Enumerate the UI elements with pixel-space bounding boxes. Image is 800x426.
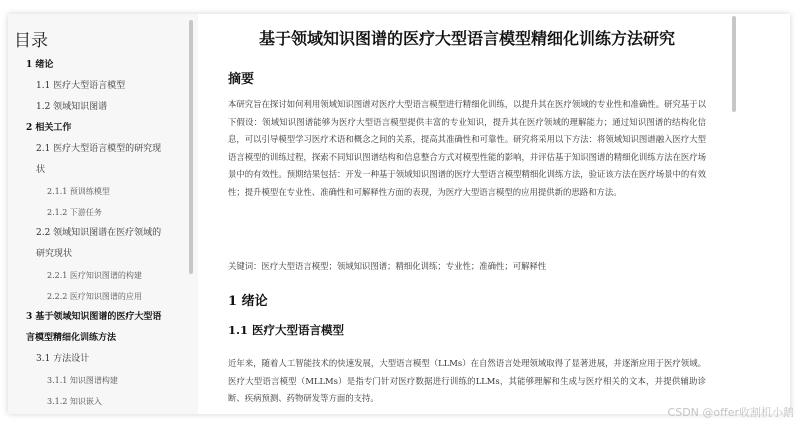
toc-title: 目录 bbox=[14, 31, 48, 51]
toc-item[interactable]: 状 bbox=[36, 165, 46, 175]
toc-item[interactable]: 2.1.2 下游任务 bbox=[47, 208, 102, 217]
document-content bbox=[206, 14, 790, 414]
toc-item[interactable]: 研究现状 bbox=[36, 249, 73, 259]
toc-list bbox=[8, 58, 190, 409]
abstract-paragraph: 本研究旨在探讨如何利用领域知识图谱对医疗大型语言模型进行精细化训练，以提升其在医疗领域的专业性和准确性。研究基于以下假设：领域知识图谱能够为医疗大型语言模型提供丰富的专业知识，提升其在医疗领域的理解能力；通过知识图谱的结构化信息，可以引导模型学习医疗术语和概念之间的关系，提高其准确性和可靠性。研究将采用以下方法：将领域知识图谱融入医疗大型语言模型的训练过程，探索不同知识图谱结构和信息整合方式对模型性能的影响，并评估基于知识图谱的精细化训练方法在医疗场景中的有效性。预期结果包括：开发一种基于领域知识图谱的医疗大型语言模型精细化训练方法，验证该方法在医疗场景中的有效性；提升模型在专业性、准确性和可解释性方面的表现，为医疗大型语言模型的应用提供新的思路和方法。 bbox=[228, 99, 706, 197]
toc-item[interactable]: 3.1 方法设计 bbox=[36, 354, 90, 364]
toc-item[interactable]: 言模型精细化训练方法 bbox=[26, 333, 117, 343]
toc-item[interactable]: 2.2 领域知识图谱在医疗领域的 bbox=[36, 228, 162, 238]
toc-item[interactable]: 3.1.2 知识嵌入 bbox=[47, 397, 102, 406]
toc-item[interactable]: 2.2.2 医疗知识图谱的应用 bbox=[47, 292, 142, 301]
document-viewer bbox=[8, 14, 790, 414]
section-heading-1-1: 1.1 医疗大型语言模型 bbox=[228, 323, 345, 337]
abstract-heading: 摘要 bbox=[228, 72, 255, 87]
section-1-1-paragraph: 近年来，随着人工智能技术的快速发展，大型语言模型（LLMs）在自然语言处理领域取得了显著进展，并逐渐应用于医疗领域。医疗大型语言模型（MLLMs）是指专门针对医疗数据进行训练的LLMs，其能够理解和生成与医疗相关的文本，并提供辅助诊断、疾病预测、药物研发等方面的支持。 bbox=[228, 358, 706, 404]
toc-sidebar bbox=[8, 14, 198, 414]
toc-item[interactable]: 2.1 医疗大型语言模型的研究现 bbox=[36, 144, 162, 154]
watermark: CSDN @offer收割机小鹅 bbox=[667, 406, 794, 419]
toc-item[interactable]: 3 基于领域知识图谱的医疗大型语 bbox=[26, 312, 162, 322]
toc-item[interactable]: 3.1.1 知识图谱构建 bbox=[47, 376, 118, 385]
toc-item[interactable]: 1 绪论 bbox=[26, 60, 54, 70]
content-scrollbar[interactable] bbox=[732, 16, 736, 112]
sidebar-scrollbar[interactable] bbox=[189, 20, 193, 274]
keywords-line: 关键词：医疗大型语言模型；领域知识图谱；精细化训练；专业性；准确性；可解释性 bbox=[228, 261, 547, 271]
toc-item[interactable]: 1.1 医疗大型语言模型 bbox=[36, 81, 126, 91]
toc-item[interactable]: 2.1.1 预训练模型 bbox=[47, 187, 110, 196]
toc-item[interactable]: 1.2 领域知识图谱 bbox=[36, 102, 108, 112]
toc-item[interactable]: 2.2.1 医疗知识图谱的构建 bbox=[47, 271, 142, 280]
section-heading-1: 1 绪论 bbox=[228, 294, 268, 309]
document-title: 基于领域知识图谱的医疗大型语言模型精细化训练方法研究 bbox=[258, 29, 675, 48]
toc-item[interactable]: 2 相关工作 bbox=[26, 123, 72, 133]
